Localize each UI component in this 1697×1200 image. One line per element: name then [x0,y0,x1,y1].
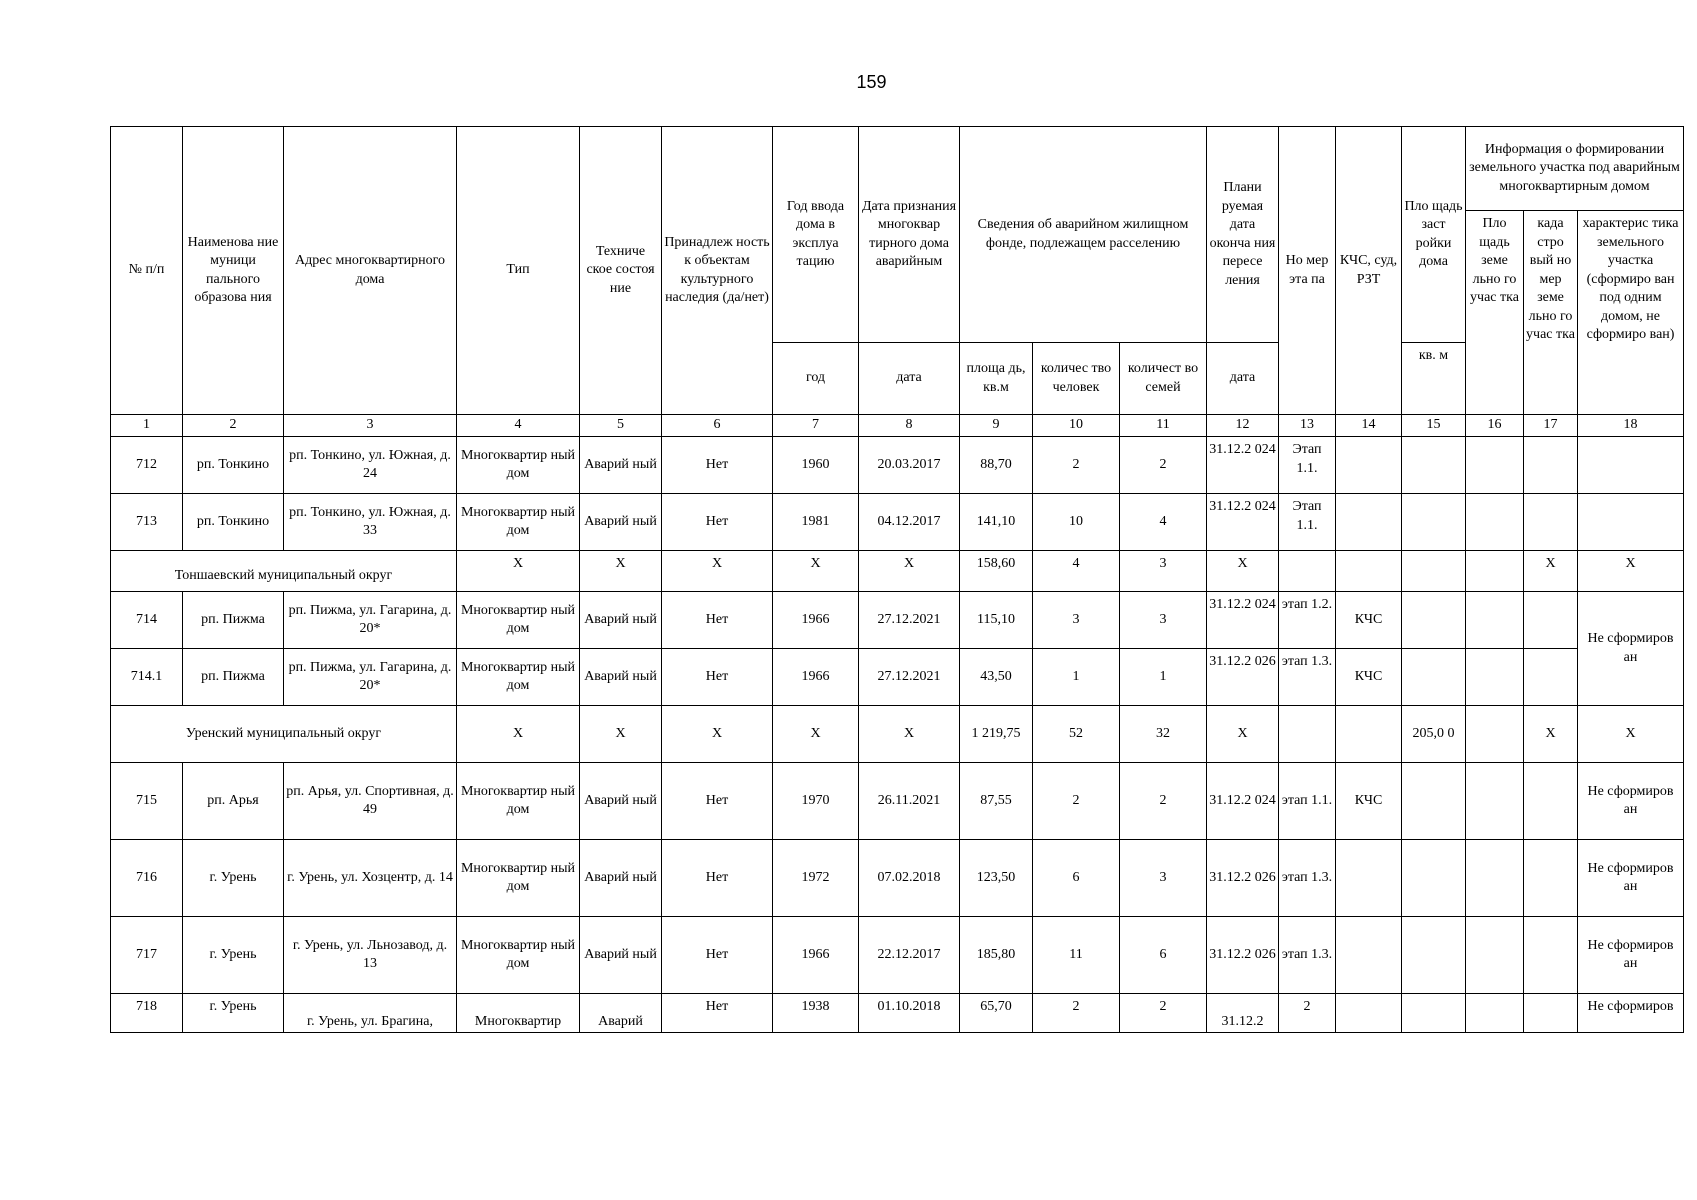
tech-state: Аварий ный [580,437,662,494]
row-number: 717 [111,917,183,994]
planned-date: 31.12.2 026 [1207,649,1279,706]
heritage: Нет [662,763,773,840]
header-land-area: Пло щадь земе льно го учас тка [1466,211,1524,415]
address: рп. Арья, ул. Спортивная, д. 49 [284,763,457,840]
address: рп. Пижма, ул. Гагарина, д. 20* [284,649,457,706]
column-number: 5 [580,415,662,437]
area: 88,70 [960,437,1033,494]
area: 115,10 [960,592,1033,649]
header-land-char: характерис тика земельного участка (сформиро ван под одним домом, не сформиро ван) [1578,211,1684,415]
building-area: 205,0 0 [1402,706,1466,763]
header-planned-date: Плани руемая дата оконча ния пересе ления [1207,127,1279,343]
header-num: № п/п [111,127,183,415]
house-type: Многоквартир ный дом [457,840,580,917]
municipality: г. Урень [183,917,284,994]
land-area [1466,763,1524,840]
kchs [1336,840,1402,917]
header-kchs: КЧС, суд, РЗТ [1336,127,1402,415]
address: г. Урень, ул. Брагина, [284,994,457,1033]
land-char: Не сформиров [1578,994,1684,1033]
year: X [773,706,859,763]
planned-date: 31.12.2 024 [1207,592,1279,649]
year: 1966 [773,917,859,994]
column-number: 8 [859,415,960,437]
emergency-housing-table [110,126,1684,1033]
district-total-row [111,551,1684,592]
building-area [1402,551,1466,592]
recognition-date: 27.12.2021 [859,592,960,649]
people: 52 [1033,706,1120,763]
header-housing-info: Сведения об аварийном жилищном фонде, подлежащем расселению [960,127,1207,343]
tech-state: Аварий ный [580,649,662,706]
land-char [1578,437,1684,494]
tech-state: X [580,706,662,763]
header-building-area-unit: кв. м [1402,343,1466,415]
address: рп. Тонкино, ул. Южная, д. 24 [284,437,457,494]
year: X [773,551,859,592]
header-land-info: Информация о формировании земельного участка под аварийным многоквартирным домом [1466,127,1684,211]
building-area [1402,649,1466,706]
municipality: рп. Пижма [183,592,284,649]
recognition-date: 07.02.2018 [859,840,960,917]
column-number: 1 [111,415,183,437]
column-number: 14 [1336,415,1402,437]
tech-state: X [580,551,662,592]
land-area [1466,649,1524,706]
year: 1972 [773,840,859,917]
district-name: Уренский муниципальный округ [111,706,457,763]
recognition-date: 27.12.2021 [859,649,960,706]
planned-date: 31.12.2 024 [1207,494,1279,551]
column-number: 9 [960,415,1033,437]
municipality: г. Урень [183,840,284,917]
heritage: X [662,551,773,592]
year: 1970 [773,763,859,840]
table-row [111,763,1684,840]
land-char: X [1578,706,1684,763]
recognition-date: 20.03.2017 [859,437,960,494]
column-number: 10 [1033,415,1120,437]
recognition-date: 26.11.2021 [859,763,960,840]
heritage: Нет [662,649,773,706]
tech-state: Аварий [580,994,662,1033]
house-type: Многоквартир ный дом [457,592,580,649]
column-number: 4 [457,415,580,437]
cadastre: X [1524,551,1578,592]
kchs: КЧС [1336,592,1402,649]
building-area [1402,917,1466,994]
land-area [1466,994,1524,1033]
kchs [1336,917,1402,994]
heritage: Нет [662,917,773,994]
cadastre [1524,994,1578,1033]
house-type: Многоквартир ный дом [457,649,580,706]
people: 1 [1033,649,1120,706]
land-area [1466,917,1524,994]
tech-state: Аварий ный [580,494,662,551]
cadastre [1524,494,1578,551]
kchs: КЧС [1336,763,1402,840]
row-number: 716 [111,840,183,917]
row-number: 712 [111,437,183,494]
row-number: 715 [111,763,183,840]
house-type: Многоквартир ный дом [457,494,580,551]
house-type: X [457,551,580,592]
land-area [1466,437,1524,494]
building-area [1402,437,1466,494]
column-number: 18 [1578,415,1684,437]
header-planned-date-unit: дата [1207,343,1279,415]
header-address: Адрес многоквартирного дома [284,127,457,415]
column-number: 2 [183,415,284,437]
planned-date: 31.12.2 026 [1207,917,1279,994]
people: 3 [1033,592,1120,649]
recognition-date: X [859,706,960,763]
heritage: Нет [662,437,773,494]
people: 6 [1033,840,1120,917]
tech-state: Аварий ный [580,592,662,649]
column-number: 12 [1207,415,1279,437]
table-row [111,592,1684,649]
land-char: Не сформиров ан [1578,592,1684,706]
recognition-date: 04.12.2017 [859,494,960,551]
stage: этап 1.3. [1279,649,1336,706]
cadastre [1524,649,1578,706]
column-number: 6 [662,415,773,437]
kchs [1336,494,1402,551]
municipality: г. Урень [183,994,284,1033]
kchs [1336,551,1402,592]
area: 158,60 [960,551,1033,592]
column-number: 15 [1402,415,1466,437]
planned-date: 31.12.2 [1207,994,1279,1033]
stage: Этап 1.1. [1279,437,1336,494]
cadastre [1524,437,1578,494]
building-area [1402,840,1466,917]
table-row [111,840,1684,917]
column-number: 11 [1120,415,1207,437]
area: 123,50 [960,840,1033,917]
cadastre: X [1524,706,1578,763]
header-year: Год ввода дома в эксплуа тацию [773,127,859,343]
municipality: рп. Тонкино [183,437,284,494]
families: 32 [1120,706,1207,763]
municipality: рп. Тонкино [183,494,284,551]
header-stage: Но мер эта па [1279,127,1336,415]
year: 1938 [773,994,859,1033]
families: 1 [1120,649,1207,706]
families: 3 [1120,592,1207,649]
column-numbers-row [111,415,1684,437]
land-area [1466,494,1524,551]
row-number: 714 [111,592,183,649]
stage: Этап 1.1. [1279,494,1336,551]
table-row [111,437,1684,494]
land-char: Не сформиров ан [1578,840,1684,917]
land-char: X [1578,551,1684,592]
header-type: Тип [457,127,580,415]
planned-date: 31.12.2 026 [1207,840,1279,917]
families: 2 [1120,994,1207,1033]
building-area [1402,994,1466,1033]
house-type: Многоквартир ный дом [457,763,580,840]
land-area [1466,706,1524,763]
stage: этап 1.2. [1279,592,1336,649]
cadastre [1524,763,1578,840]
year: 1966 [773,592,859,649]
heritage: Нет [662,994,773,1033]
year: 1981 [773,494,859,551]
people: 2 [1033,763,1120,840]
house-type: Многоквартир [457,994,580,1033]
header-date-unit: дата [859,343,960,415]
people: 10 [1033,494,1120,551]
area: 43,50 [960,649,1033,706]
table-row [111,649,1684,706]
column-number: 17 [1524,415,1578,437]
area: 65,70 [960,994,1033,1033]
header-tech-state: Техниче ское состоя ние [580,127,662,415]
year: 1966 [773,649,859,706]
land-area [1466,592,1524,649]
heritage: Нет [662,494,773,551]
column-number: 3 [284,415,457,437]
kchs [1336,706,1402,763]
building-area [1402,494,1466,551]
row-number: 718 [111,994,183,1033]
header-people: количес тво человек [1033,343,1120,415]
header-row-1 [111,127,1684,211]
recognition-date: 01.10.2018 [859,994,960,1033]
tech-state: Аварий ный [580,763,662,840]
page-number: 159 [856,72,887,92]
recognition-date: X [859,551,960,592]
area: 185,80 [960,917,1033,994]
families: 4 [1120,494,1207,551]
cadastre [1524,592,1578,649]
kchs: КЧС [1336,649,1402,706]
address: г. Урень, ул. Льнозавод, д. 13 [284,917,457,994]
planned-date: 31.12.2 024 [1207,763,1279,840]
municipality: рп. Пижма [183,649,284,706]
table-row [111,494,1684,551]
stage: этап 1.3. [1279,840,1336,917]
heritage: Нет [662,592,773,649]
people: 2 [1033,437,1120,494]
land-area [1466,551,1524,592]
table-row [111,994,1684,1033]
people: 2 [1033,994,1120,1033]
families: 2 [1120,437,1207,494]
building-area [1402,763,1466,840]
house-type: Многоквартир ный дом [457,437,580,494]
address: рп. Тонкино, ул. Южная, д. 33 [284,494,457,551]
planned-date: X [1207,706,1279,763]
cadastre [1524,917,1578,994]
year: 1960 [773,437,859,494]
header-families: количест во семей [1120,343,1207,415]
header-heritage: Принадлеж ность к объектам культурного наследия (да/нет) [662,127,773,415]
area: 1 219,75 [960,706,1033,763]
tech-state: Аварий ный [580,840,662,917]
header-recognition-date: Дата признания многоквар тирного дома аварийным [859,127,960,343]
column-number: 13 [1279,415,1336,437]
land-area [1466,840,1524,917]
stage [1279,551,1336,592]
header-building-area: Пло щадь заст ройки дома [1402,127,1466,343]
stage: 2 [1279,994,1336,1033]
house-type: X [457,706,580,763]
header-area: площа дь, кв.м [960,343,1033,415]
header-municipality: Наименова ние муници пального образова ния [183,127,284,415]
land-char: Не сформиров ан [1578,763,1684,840]
planned-date: X [1207,551,1279,592]
column-number: 16 [1466,415,1524,437]
families: 3 [1120,840,1207,917]
area: 141,10 [960,494,1033,551]
families: 6 [1120,917,1207,994]
district-total-row [111,706,1684,763]
recognition-date: 22.12.2017 [859,917,960,994]
stage: этап 1.3. [1279,917,1336,994]
table-row [111,917,1684,994]
address: г. Урень, ул. Хозцентр, д. 14 [284,840,457,917]
kchs [1336,437,1402,494]
district-name: Тоншаевский муниципальный округ [111,551,457,592]
families: 2 [1120,763,1207,840]
people: 11 [1033,917,1120,994]
stage [1279,706,1336,763]
municipality: рп. Арья [183,763,284,840]
kchs [1336,994,1402,1033]
house-type: Многоквартир ный дом [457,917,580,994]
heritage: Нет [662,840,773,917]
header-year-unit: год [773,343,859,415]
tech-state: Аварий ный [580,917,662,994]
families: 3 [1120,551,1207,592]
land-char: Не сформиров ан [1578,917,1684,994]
header-cadastre: када стро вый но мер земе льно го учас тка [1524,211,1578,415]
area: 87,55 [960,763,1033,840]
column-number: 7 [773,415,859,437]
planned-date: 31.12.2 024 [1207,437,1279,494]
building-area [1402,592,1466,649]
address: рп. Пижма, ул. Гагарина, д. 20* [284,592,457,649]
row-number: 713 [111,494,183,551]
cadastre [1524,840,1578,917]
stage: этап 1.1. [1279,763,1336,840]
row-number: 714.1 [111,649,183,706]
heritage: X [662,706,773,763]
land-char [1578,494,1684,551]
people: 4 [1033,551,1120,592]
